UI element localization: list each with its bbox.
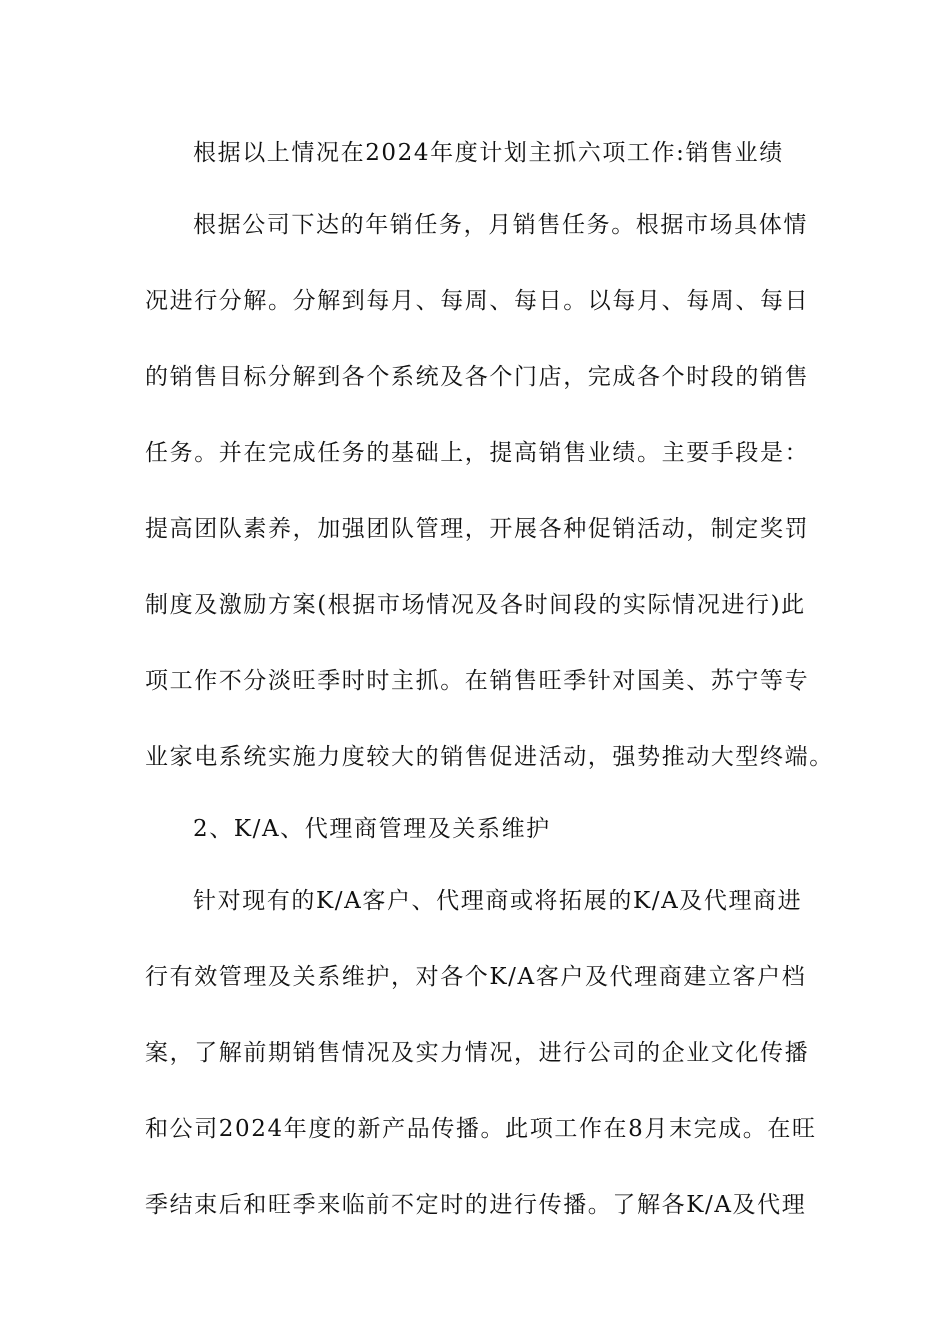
text-line: 行有效管理及关系维护，对各个K/A客户及代理商建立客户档 [145, 964, 807, 990]
text-line: 季结束后和旺季来临前不定时的进行传播。了解各K/A及代理 [145, 1192, 807, 1218]
text-line: 针对现有的K/A客户、代理商或将拓展的K/A及代理商进 [193, 888, 803, 914]
text-line: 根据公司下达的年销任务，月销售任务。根据市场具体情 [193, 212, 808, 238]
text-line: 案，了解前期销售情况及实力情况，进行公司的企业文化传播 [145, 1040, 810, 1066]
text-line: 业家电系统实施力度较大的销售促进活动，强势推动大型终端。 [145, 744, 834, 770]
text-line: 提高团队素养，加强团队管理，开展各种促销活动，制定奖罚 [145, 516, 810, 542]
text-line: 项工作不分淡旺季时时主抓。在销售旺季针对国美、苏宁等专 [145, 668, 810, 694]
text-line: 况进行分解。分解到每月、每周、每日。以每月、每周、每日 [145, 288, 810, 314]
text-line: 任务。并在完成任务的基础上，提高销售业绩。主要手段是： [145, 440, 810, 466]
text-line: 制度及激励方案(根据市场情况及各时间段的实际情况进行)此 [145, 592, 806, 618]
section-heading-ka: 2、K/A、代理商管理及关系维护 [193, 816, 551, 842]
text-line: 和公司2024年度的新产品传播。此项工作在8月末完成。在旺 [145, 1116, 817, 1142]
text-line: 的销售目标分解到各个系统及各个门店，完成各个时段的销售 [145, 364, 810, 390]
paragraph-heading-sales: 根据以上情况在2024年度计划主抓六项工作:销售业绩 [193, 140, 784, 166]
